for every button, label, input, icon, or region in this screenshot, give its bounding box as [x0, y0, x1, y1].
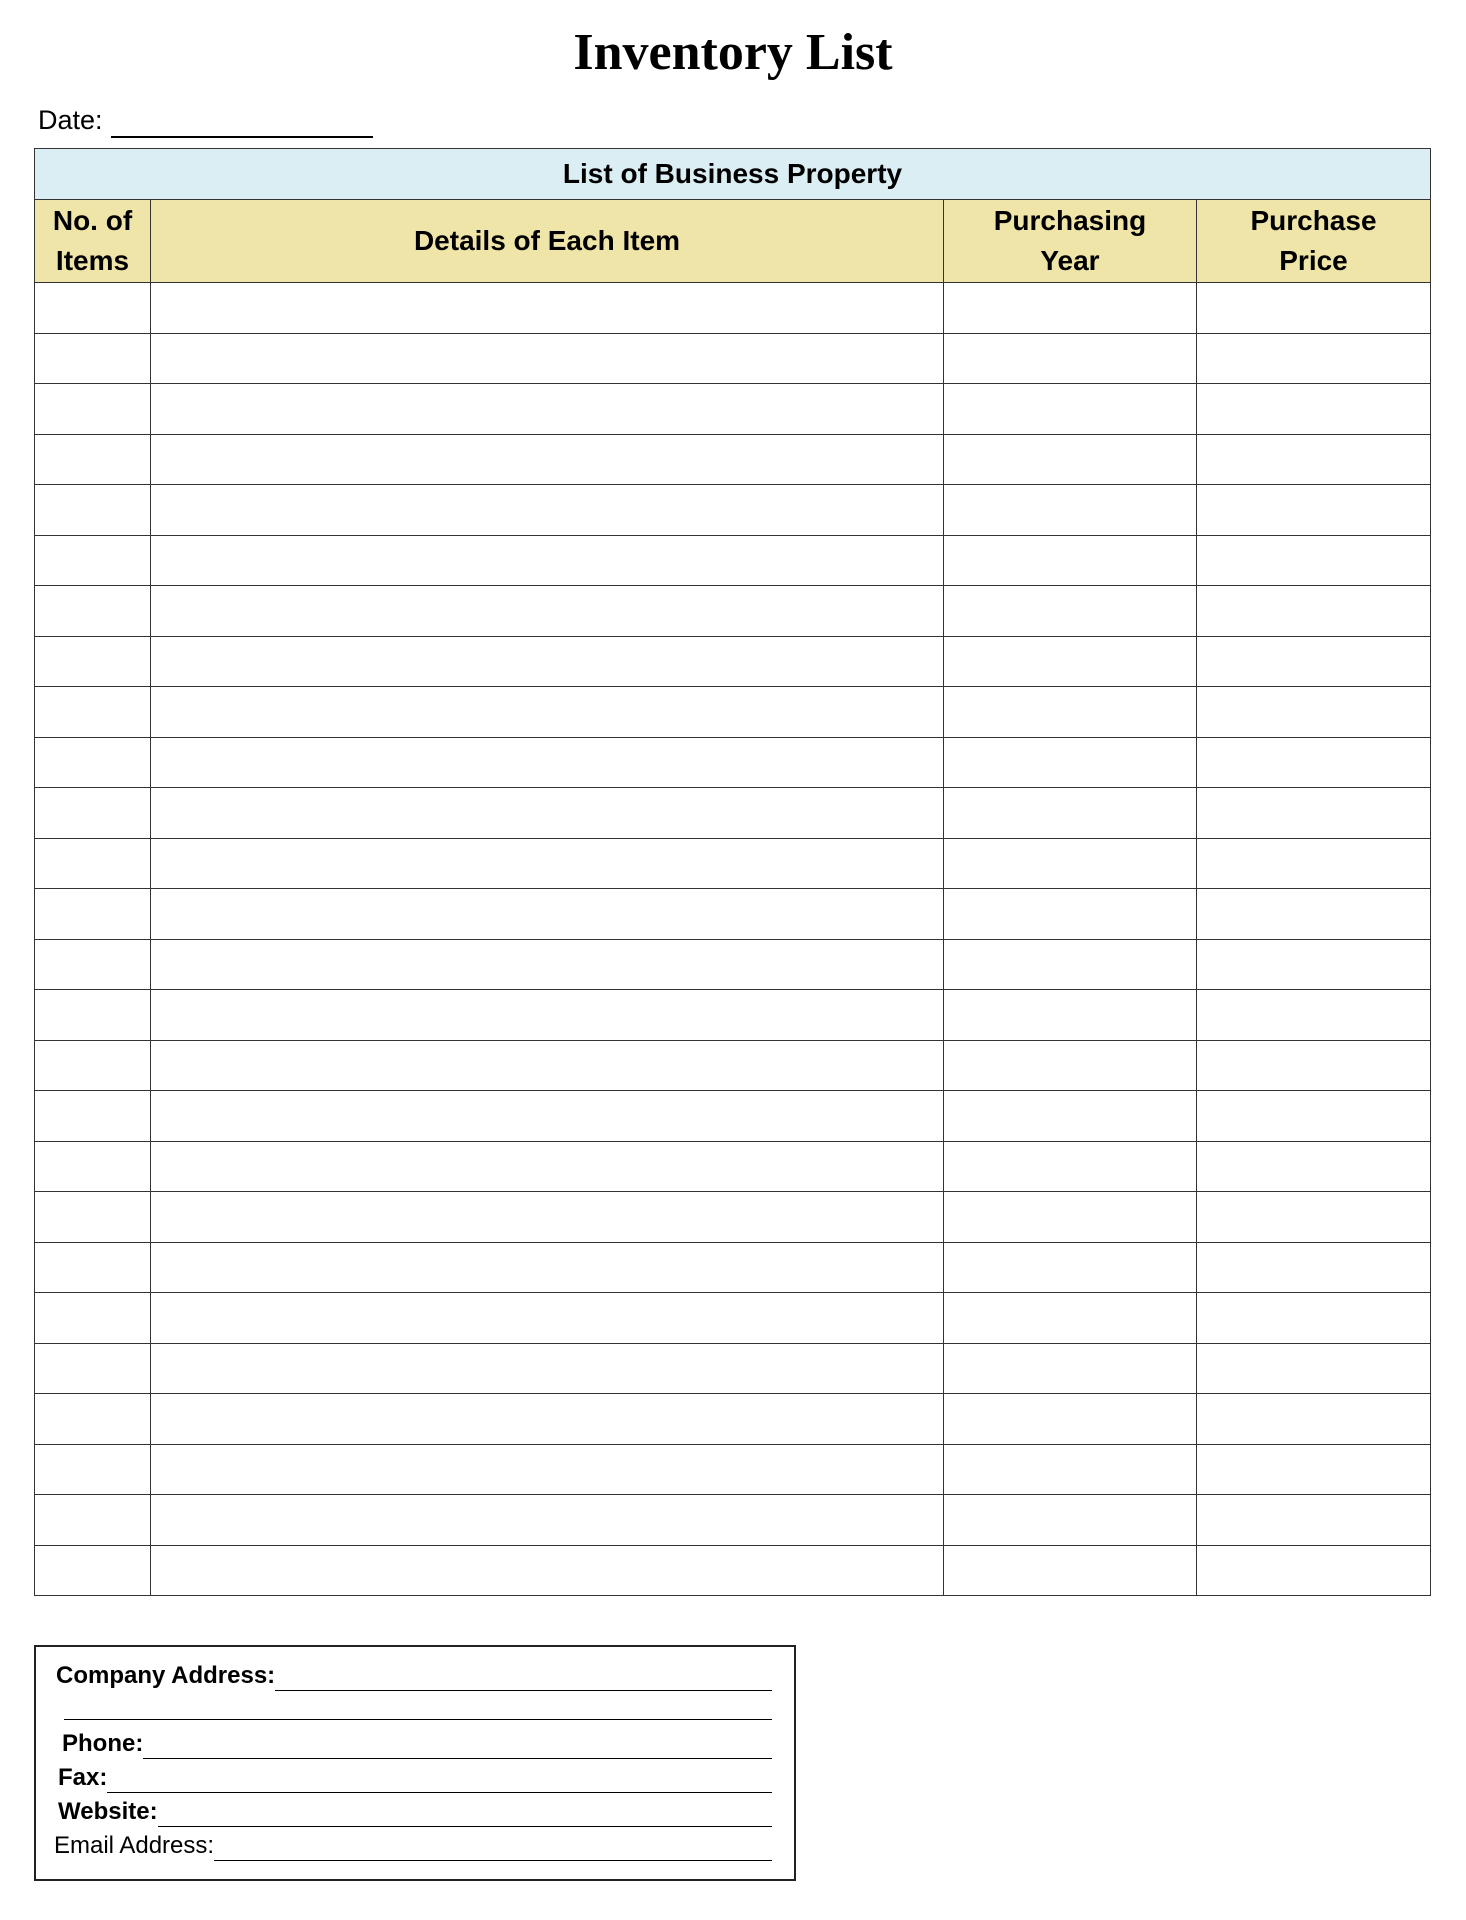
contact-box — [34, 1645, 796, 1881]
fax-row — [58, 1763, 772, 1793]
cell-no-of-items[interactable] — [35, 737, 151, 788]
cell-purchase-price[interactable] — [1197, 586, 1431, 637]
cell-purchasing-year[interactable] — [944, 1040, 1197, 1091]
page-title: Inventory List — [573, 24, 893, 81]
cell-no-of-items[interactable] — [35, 1242, 151, 1293]
cell-no-of-items[interactable] — [35, 990, 151, 1041]
cell-purchasing-year[interactable] — [944, 1192, 1197, 1243]
cell-details[interactable] — [151, 990, 944, 1041]
cell-details[interactable] — [151, 384, 944, 435]
cell-no-of-items[interactable] — [35, 535, 151, 586]
company-address-row-2 — [64, 1695, 772, 1720]
header-purchasing-year-line1: Purchasing — [993, 205, 1147, 236]
cell-purchasing-year[interactable] — [944, 1495, 1197, 1546]
cell-purchase-price[interactable] — [1197, 1545, 1431, 1596]
cell-purchasing-year[interactable] — [944, 384, 1197, 435]
cell-purchasing-year[interactable] — [944, 636, 1197, 687]
cell-no-of-items[interactable] — [35, 1394, 151, 1445]
cell-purchase-price[interactable] — [1197, 939, 1431, 990]
fax-label: Fax: — [58, 1764, 108, 1791]
website-field[interactable] — [158, 1802, 772, 1827]
cell-details[interactable] — [151, 1040, 944, 1091]
table-row — [35, 1040, 1431, 1091]
header-no-of-items-line1: No. of — [52, 205, 133, 236]
cell-purchasing-year[interactable] — [944, 1242, 1197, 1293]
cell-details[interactable] — [151, 1091, 944, 1142]
cell-details[interactable] — [151, 283, 944, 334]
cell-no-of-items[interactable] — [35, 1141, 151, 1192]
table-row — [35, 737, 1431, 788]
table-row — [35, 1495, 1431, 1546]
cell-details[interactable] — [151, 1444, 944, 1495]
cell-no-of-items[interactable] — [35, 1293, 151, 1344]
header-purchase-price — [1197, 200, 1431, 283]
cell-purchase-price[interactable] — [1197, 1141, 1431, 1192]
cell-details[interactable] — [151, 1394, 944, 1445]
table-row — [35, 1242, 1431, 1293]
cell-no-of-items[interactable] — [35, 788, 151, 839]
cell-purchase-price[interactable] — [1197, 687, 1431, 738]
cell-purchase-price[interactable] — [1197, 1343, 1431, 1394]
cell-purchase-price[interactable] — [1197, 1091, 1431, 1142]
table-row — [35, 889, 1431, 940]
cell-details[interactable] — [151, 1545, 944, 1596]
cell-details[interactable] — [151, 687, 944, 738]
header-purchasing-year — [944, 200, 1197, 283]
table-row — [35, 990, 1431, 1041]
cell-no-of-items[interactable] — [35, 1192, 151, 1243]
cell-purchase-price[interactable] — [1197, 737, 1431, 788]
company-address-row — [56, 1661, 772, 1691]
cell-purchasing-year[interactable] — [944, 586, 1197, 637]
table-row — [35, 384, 1431, 435]
cell-no-of-items[interactable] — [35, 1091, 151, 1142]
cell-details[interactable] — [151, 1242, 944, 1293]
website-row — [58, 1797, 772, 1827]
table-row — [35, 1394, 1431, 1445]
cell-purchasing-year[interactable] — [944, 485, 1197, 536]
cell-purchasing-year[interactable] — [944, 1444, 1197, 1495]
table-row — [35, 434, 1431, 485]
cell-no-of-items[interactable] — [35, 939, 151, 990]
cell-no-of-items[interactable] — [35, 1444, 151, 1495]
cell-purchasing-year[interactable] — [944, 1091, 1197, 1142]
cell-purchasing-year[interactable] — [944, 788, 1197, 839]
table-row — [35, 1141, 1431, 1192]
email-row — [54, 1831, 772, 1861]
cell-no-of-items[interactable] — [35, 636, 151, 687]
table-row — [35, 838, 1431, 889]
cell-details[interactable] — [151, 1141, 944, 1192]
table-row — [35, 283, 1431, 334]
cell-purchase-price[interactable] — [1197, 1242, 1431, 1293]
cell-purchasing-year[interactable] — [944, 990, 1197, 1041]
date-row — [38, 102, 373, 138]
cell-no-of-items[interactable] — [35, 283, 151, 334]
cell-purchase-price[interactable] — [1197, 1293, 1431, 1344]
cell-purchase-price[interactable] — [1197, 535, 1431, 586]
header-no-of-items-line2: Items — [55, 245, 130, 276]
cell-purchasing-year[interactable] — [944, 687, 1197, 738]
cell-purchasing-year[interactable] — [944, 333, 1197, 384]
cell-details[interactable] — [151, 889, 944, 940]
cell-no-of-items[interactable] — [35, 434, 151, 485]
table-row — [35, 1444, 1431, 1495]
header-purchase-price-line2: Price — [1279, 245, 1348, 276]
table-row — [35, 1343, 1431, 1394]
cell-details[interactable] — [151, 838, 944, 889]
phone-row — [62, 1729, 772, 1759]
table-row — [35, 687, 1431, 738]
table-row — [35, 333, 1431, 384]
header-purchasing-year-line2: Year — [1040, 245, 1100, 276]
company-address-field-2[interactable] — [64, 1695, 772, 1720]
cell-details[interactable] — [151, 434, 944, 485]
fax-field[interactable] — [107, 1768, 772, 1793]
company-address-label: Company Address: — [56, 1662, 276, 1689]
cell-purchase-price[interactable] — [1197, 1192, 1431, 1243]
cell-purchase-price[interactable] — [1197, 1495, 1431, 1546]
cell-details[interactable] — [151, 737, 944, 788]
phone-field[interactable] — [143, 1734, 772, 1759]
cell-purchasing-year[interactable] — [944, 535, 1197, 586]
cell-purchasing-year[interactable] — [944, 1394, 1197, 1445]
cell-purchase-price[interactable] — [1197, 990, 1431, 1041]
cell-purchase-price[interactable] — [1197, 434, 1431, 485]
table-row — [35, 636, 1431, 687]
table-row — [35, 1192, 1431, 1243]
cell-purchasing-year[interactable] — [944, 1545, 1197, 1596]
table-row — [35, 939, 1431, 990]
cell-details[interactable] — [151, 485, 944, 536]
table-body — [35, 283, 1431, 1596]
cell-purchase-price[interactable] — [1197, 333, 1431, 384]
cell-purchase-price[interactable] — [1197, 889, 1431, 940]
website-label: Website: — [58, 1798, 158, 1825]
table-row — [35, 535, 1431, 586]
cell-no-of-items[interactable] — [35, 687, 151, 738]
cell-purchase-price[interactable] — [1197, 788, 1431, 839]
cell-details[interactable] — [151, 1343, 944, 1394]
cell-purchasing-year[interactable] — [944, 434, 1197, 485]
cell-purchasing-year[interactable] — [944, 283, 1197, 334]
cell-details[interactable] — [151, 788, 944, 839]
cell-details[interactable] — [151, 939, 944, 990]
phone-label: Phone: — [62, 1730, 144, 1757]
cell-purchase-price[interactable] — [1197, 1040, 1431, 1091]
cell-purchasing-year[interactable] — [944, 1293, 1197, 1344]
table-row — [35, 586, 1431, 637]
cell-details[interactable] — [151, 1293, 944, 1344]
date-field[interactable] — [111, 106, 373, 138]
cell-purchase-price[interactable] — [1197, 1444, 1431, 1495]
cell-details[interactable] — [151, 586, 944, 637]
table-row — [35, 485, 1431, 536]
cell-no-of-items[interactable] — [35, 384, 151, 435]
cell-purchase-price[interactable] — [1197, 636, 1431, 687]
cell-details[interactable] — [151, 535, 944, 586]
cell-purchase-price[interactable] — [1197, 384, 1431, 435]
cell-no-of-items[interactable] — [35, 1545, 151, 1596]
cell-purchasing-year[interactable] — [944, 889, 1197, 940]
cell-purchase-price[interactable] — [1197, 1394, 1431, 1445]
cell-details[interactable] — [151, 1192, 944, 1243]
header-details: Details of Each Item — [151, 200, 944, 283]
email-field[interactable] — [214, 1836, 772, 1861]
company-address-field[interactable] — [275, 1666, 772, 1691]
cell-no-of-items[interactable] — [35, 586, 151, 637]
cell-purchasing-year[interactable] — [944, 737, 1197, 788]
cell-no-of-items[interactable] — [35, 1495, 151, 1546]
email-label: Email Address: — [54, 1832, 215, 1859]
table-row — [35, 788, 1431, 839]
cell-no-of-items[interactable] — [35, 485, 151, 536]
header-purchase-price-line1: Purchase — [1250, 205, 1377, 236]
inventory-table — [34, 148, 1431, 1596]
cell-purchasing-year[interactable] — [944, 1343, 1197, 1394]
table-row — [35, 1293, 1431, 1344]
cell-no-of-items[interactable] — [35, 333, 151, 384]
header-no-of-items — [35, 200, 151, 283]
cell-no-of-items[interactable] — [35, 889, 151, 940]
cell-no-of-items[interactable] — [35, 1343, 151, 1394]
cell-purchase-price[interactable] — [1197, 838, 1431, 889]
cell-purchasing-year[interactable] — [944, 1141, 1197, 1192]
cell-details[interactable] — [151, 333, 944, 384]
date-label: Date: — [38, 105, 103, 135]
cell-purchasing-year[interactable] — [944, 939, 1197, 990]
cell-purchase-price[interactable] — [1197, 283, 1431, 334]
cell-no-of-items[interactable] — [35, 838, 151, 889]
table-row — [35, 1091, 1431, 1142]
cell-details[interactable] — [151, 636, 944, 687]
table-row — [35, 1545, 1431, 1596]
cell-purchasing-year[interactable] — [944, 838, 1197, 889]
table-caption: List of Business Property — [35, 149, 1431, 200]
cell-purchase-price[interactable] — [1197, 485, 1431, 536]
cell-no-of-items[interactable] — [35, 1040, 151, 1091]
cell-details[interactable] — [151, 1495, 944, 1546]
